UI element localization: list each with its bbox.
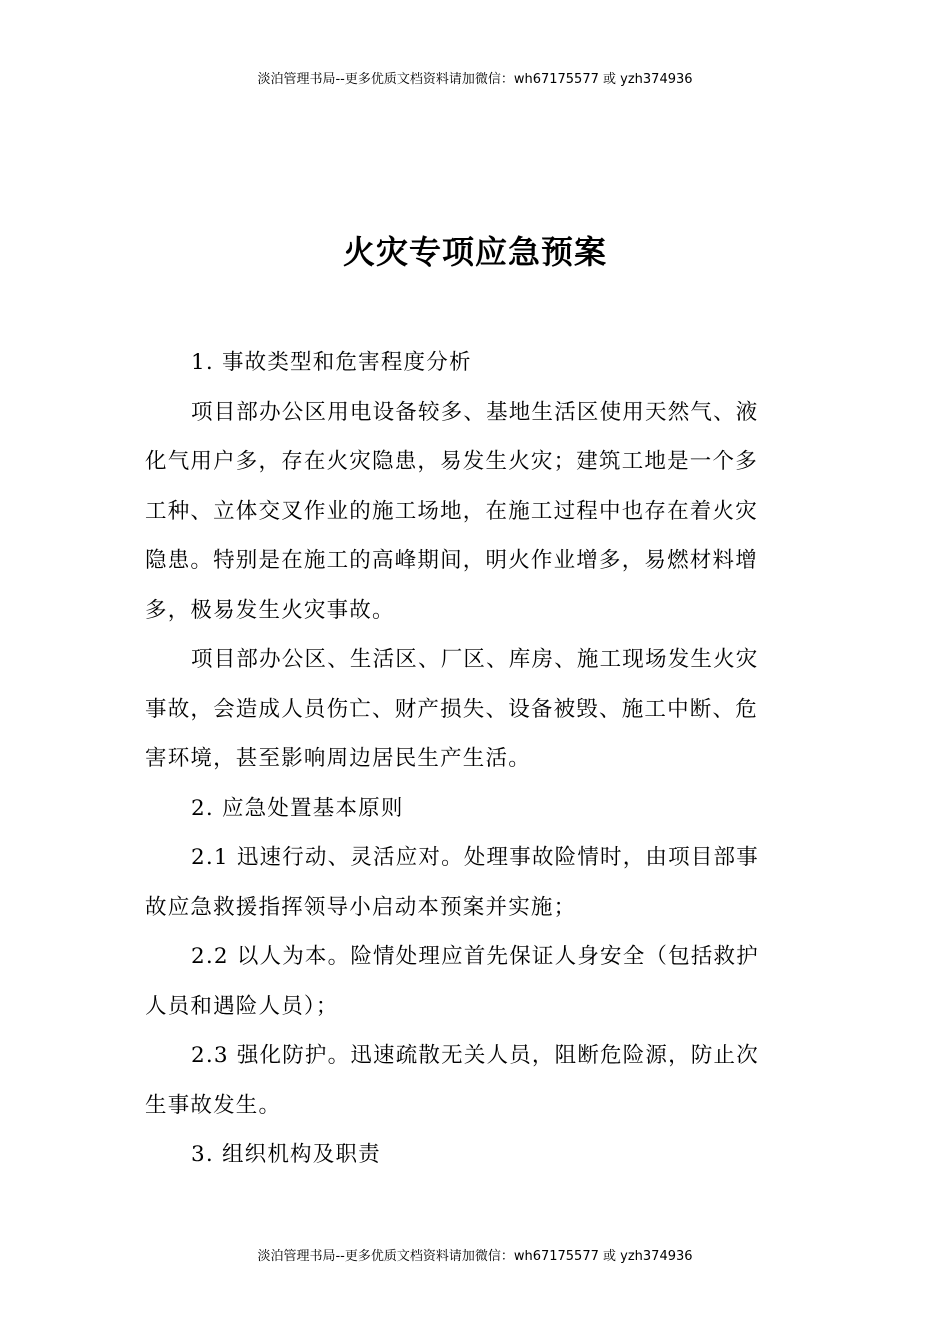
document-body [145,338,805,1180]
section-heading-1 [145,338,805,388]
paragraph [145,635,805,784]
text-line: 工种、立体交叉作业的施工场地，在施工过程中也存在着火灾 [145,498,758,524]
page-footer: 淡泊管理书局--更多优质文档资料请加微信：wh67175577 或 yzh374936 [257,1249,693,1264]
text-line: 2.1 迅速行动、灵活应对。处理事故险情时，由项目部事 [191,845,759,870]
document-title: 火灾专项应急预案 [342,233,607,271]
text-line: 项目部办公区用电设备较多、基地生活区使用天然气、液 [191,399,759,425]
text-line: 2. 应急处置基本原则 [191,795,404,821]
page-header: 淡泊管理书局--更多优质文档资料请加微信：wh67175577 或 yzh374936 [257,72,693,87]
text-line: 事故，会造成人员伤亡、财产损失、设备被毁、施工中断、危 [145,696,758,722]
text-line: 2.3 强化防护。迅速疏散无关人员，阻断危险源，防止次 [191,1043,759,1068]
text-line: 化气用户多，存在火灾隐患，易发生火灾；建筑工地是一个多 [145,449,758,474]
text-line: 隐患。特别是在施工的高峰期间，明火作业增多，易燃材料增 [145,548,758,573]
paragraph [145,388,805,636]
text-line: 2.2 以人为本。险情处理应首先保证人身安全（包括救护 [191,944,759,969]
paragraph [145,932,805,1031]
text-line: 项目部办公区、生活区、厂区、库房、施工现场发生火灾 [191,647,759,672]
text-line: 1. 事故类型和危害程度分析 [191,350,472,375]
text-line: 害环境，甚至影响周边居民生产生活。 [145,746,531,771]
text-line: 生事故发生。 [145,1092,282,1118]
section-heading-2 [145,784,805,834]
text-line: 故应急救援指挥领导小启动本预案并实施； [145,894,577,920]
text-line: 多，极易发生火灾事故。 [145,597,395,623]
paragraph [145,1031,805,1130]
text-line: 人员和遇险人员）； [145,993,339,1019]
paragraph [145,833,805,932]
section-heading-3 [145,1130,805,1180]
text-line: 3. 组织机构及职责 [191,1142,381,1167]
